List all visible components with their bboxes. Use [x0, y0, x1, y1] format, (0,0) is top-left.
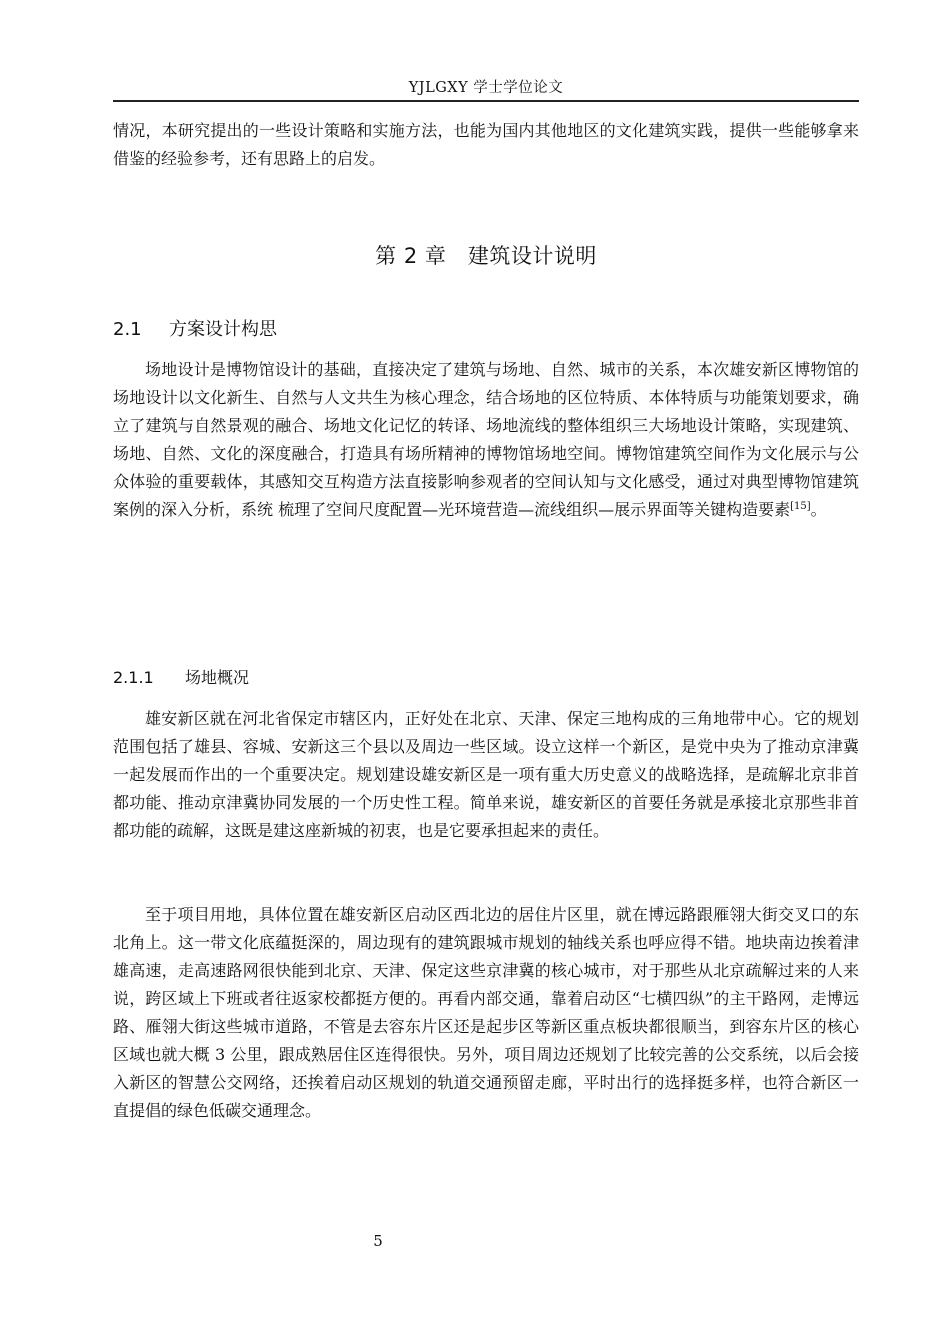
citation-reference: [15] — [790, 501, 811, 512]
section-2-1-paragraph — [113, 356, 859, 524]
paragraph-end: 。 — [810, 500, 827, 519]
section-title: 方案设计构思 — [169, 319, 277, 340]
header-rule — [113, 100, 859, 102]
paragraph-text: 场地设计是博物馆设计的基础，直接决定了建筑与场地、自然、城市的关系，本次雄安新区博物馆的场地设计以文化新生、自然与人文共生为核心理念，结合场地的区位特质、本体特质与功能策划要求，确立了建筑与自然景观的融合、场地文化记忆的转译、场地流线的整体组织三大场地设计策略，实现建筑、场地、自然、文化的深度融合，打造具有场所精神的博物馆场地空间。博物馆建筑空间作为文化展示与公众体验的重要载体，其感知交互构造方法直接影响参观者的空间认知与文化感受，通过对典型博物馆建筑案例的深入分析，系统 梳理了空间尺度配置—光环境营造—流线组织—展示界面等关键构造要素 — [113, 360, 859, 519]
section-heading-2-1 — [113, 315, 277, 341]
page-number: 5 — [373, 1232, 383, 1250]
section-2-1-1-paragraph-2: 至于项目用地，具体位置在雄安新区启动区西北边的居住片区里，就在博远路跟雁翎大街交叉口的东北角上。这一带文化底蕴挺深的，周边现有的建筑跟城市规划的轴线关系也呼应得不错。地块南边挨着津雄高速，走高速路网很快能到北京、天津、保定这些京津冀的核心城市，对于那些从北京疏解过来的人来说，跨区域上下班或者往返家校都挺方便的。再看内部交通，靠着启动区“七横四纵”的主干路网，走博远路、雁翎大街这些城市道路，不管是去容东片区还是起步区等新区重点板块都很顺当，到容东片区的核心区域也就大概 3 公里，跟成熟居住区连得很快。另外，项目周边还规划了比较完善的公交系统，以后会接入新区的智慧公交网络，还挨着启动区规划的轨道交通预留走廊，平时出行的选择挺多样，也符合新区一直提倡的绿色低碳交通理念。 — [113, 905, 859, 1120]
section-number: 2.1.1 — [113, 668, 154, 687]
section-title: 场地概况 — [185, 668, 250, 687]
intro-paragraph: 情况，本研究提出的一些设计策略和实施方法，也能为国内其他地区的文化建筑实践，提供一些能够拿来借鉴的经验参考，还有思路上的启发。 — [113, 121, 859, 168]
section-heading-2-1-1 — [113, 665, 249, 688]
header-title: YJLGXY 学士学位论文 — [408, 80, 564, 96]
section-number: 2.1 — [113, 319, 142, 340]
chapter-title: 第 2 章 建筑设计说明 — [375, 244, 597, 268]
section-2-1-1-paragraph-1: 雄安新区就在河北省保定市辖区内，正好处在北京、天津、保定三地构成的三角地带中心。它的规划范围包括了雄县、容城、安新这三个县以及周边一些区域。设立这样一个新区，是党中央为了推动京津冀一起发展而作出的一个重要决定。规划建设雄安新区是一项有重大历史意义的战略选择，是疏解北京非首都功能、推动京津冀协同发展的一个历史性工程。简单来说，雄安新区的首要任务就是承接北京那些非首都功能的疏解，这既是建这座新城的初衷，也是它要承担起来的责任。 — [113, 709, 859, 840]
